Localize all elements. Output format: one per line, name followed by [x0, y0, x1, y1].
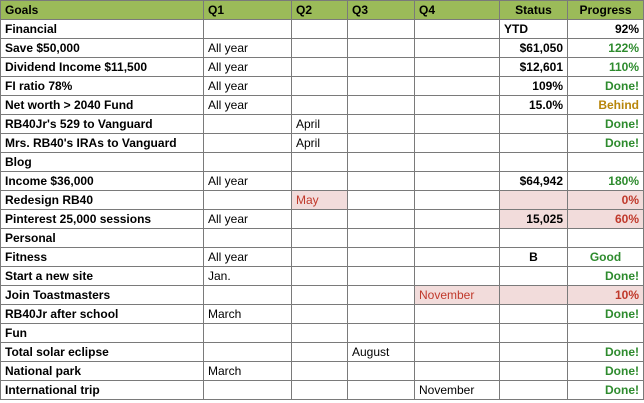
goal-cell: Pinterest 25,000 sessions [1, 210, 204, 229]
table-row [1, 324, 644, 343]
status-cell [500, 362, 568, 381]
progress-cell: Done! [568, 134, 644, 153]
q2-cell [292, 77, 348, 96]
progress-cell: 92% [568, 20, 644, 39]
progress-cell [568, 229, 644, 248]
q4-cell [415, 362, 500, 381]
goal-cell: RB40Jr after school [1, 305, 204, 324]
status-cell [500, 343, 568, 362]
q2-cell [292, 267, 348, 286]
q4-cell [415, 58, 500, 77]
q4-cell [415, 134, 500, 153]
q3-cell [348, 267, 415, 286]
q2-cell: April [292, 115, 348, 134]
q4-cell [415, 77, 500, 96]
q2-cell [292, 362, 348, 381]
table-row [1, 248, 644, 267]
table-row [1, 20, 644, 39]
goal-cell: Join Toastmasters [1, 286, 204, 305]
table-row [1, 210, 644, 229]
q2-cell [292, 58, 348, 77]
goal-cell: International trip [1, 381, 204, 400]
header-q4: Q4 [415, 1, 500, 20]
q3-cell [348, 77, 415, 96]
q3-cell [348, 58, 415, 77]
q4-cell [415, 39, 500, 58]
q1-cell: All year [204, 77, 292, 96]
q1-cell: All year [204, 96, 292, 115]
status-cell [500, 267, 568, 286]
q1-cell: All year [204, 172, 292, 191]
header-q3: Q3 [348, 1, 415, 20]
q1-cell: All year [204, 39, 292, 58]
table-row [1, 362, 644, 381]
progress-cell: Done! [568, 77, 644, 96]
goal-cell: Blog [1, 153, 204, 172]
q1-cell [204, 229, 292, 248]
q2-cell: May [292, 191, 348, 210]
header-goals: Goals [1, 1, 204, 20]
q4-cell [415, 210, 500, 229]
q4-cell [415, 153, 500, 172]
header-status: Status [500, 1, 568, 20]
table-row [1, 191, 644, 210]
q3-cell [348, 381, 415, 400]
q1-cell [204, 191, 292, 210]
q2-cell [292, 324, 348, 343]
q4-cell [415, 20, 500, 39]
q2-cell [292, 153, 348, 172]
progress-cell: Done! [568, 305, 644, 324]
q4-cell [415, 305, 500, 324]
q3-cell: August [348, 343, 415, 362]
table-row [1, 96, 644, 115]
table-row [1, 153, 644, 172]
progress-cell: Done! [568, 362, 644, 381]
goal-cell: Redesign RB40 [1, 191, 204, 210]
q2-cell [292, 248, 348, 267]
q1-cell [204, 324, 292, 343]
status-cell: 109% [500, 77, 568, 96]
q3-cell [348, 248, 415, 267]
q2-cell [292, 172, 348, 191]
progress-cell [568, 153, 644, 172]
q1-cell [204, 286, 292, 305]
q4-cell [415, 324, 500, 343]
progress-cell: 0% [568, 191, 644, 210]
progress-cell: Done! [568, 343, 644, 362]
q4-cell [415, 191, 500, 210]
status-cell: $12,601 [500, 58, 568, 77]
q2-cell [292, 20, 348, 39]
goal-cell: FI ratio 78% [1, 77, 204, 96]
q1-cell: All year [204, 210, 292, 229]
status-cell [500, 153, 568, 172]
q3-cell [348, 39, 415, 58]
status-cell: $61,050 [500, 39, 568, 58]
q3-cell [348, 324, 415, 343]
goal-cell: Net worth > 2040 Fund [1, 96, 204, 115]
q4-cell [415, 172, 500, 191]
goal-cell: Income $36,000 [1, 172, 204, 191]
goal-cell: Fitness [1, 248, 204, 267]
status-cell: 15.0% [500, 96, 568, 115]
goal-cell: Dividend Income $11,500 [1, 58, 204, 77]
table-row [1, 134, 644, 153]
q3-cell [348, 362, 415, 381]
goal-cell: Save $50,000 [1, 39, 204, 58]
status-cell: YTD [500, 20, 568, 39]
goal-cell: Start a new site [1, 267, 204, 286]
q3-cell [348, 286, 415, 305]
q1-cell [204, 134, 292, 153]
q3-cell [348, 191, 415, 210]
q4-cell: November [415, 286, 500, 305]
status-cell [500, 115, 568, 134]
q1-cell: All year [204, 248, 292, 267]
q3-cell [348, 153, 415, 172]
goal-cell: Financial [1, 20, 204, 39]
q1-cell [204, 115, 292, 134]
status-cell [500, 134, 568, 153]
progress-cell: 110% [568, 58, 644, 77]
status-cell: B [500, 248, 568, 267]
q2-cell: April [292, 134, 348, 153]
q3-cell [348, 172, 415, 191]
header-q2: Q2 [292, 1, 348, 20]
q3-cell [348, 96, 415, 115]
table-row [1, 172, 644, 191]
header-q1: Q1 [204, 1, 292, 20]
q4-cell [415, 115, 500, 134]
status-cell [500, 286, 568, 305]
goal-cell: Fun [1, 324, 204, 343]
status-cell: $64,942 [500, 172, 568, 191]
q2-cell [292, 381, 348, 400]
q1-cell: Jan. [204, 267, 292, 286]
q4-cell [415, 267, 500, 286]
table-row [1, 305, 644, 324]
goal-cell: Personal [1, 229, 204, 248]
q2-cell [292, 286, 348, 305]
q3-cell [348, 115, 415, 134]
progress-cell: 122% [568, 39, 644, 58]
status-cell [500, 381, 568, 400]
q4-cell [415, 229, 500, 248]
q1-cell [204, 153, 292, 172]
progress-cell: Good [568, 248, 644, 267]
goal-cell: National park [1, 362, 204, 381]
progress-cell [568, 324, 644, 343]
q1-cell [204, 343, 292, 362]
q4-cell: November [415, 381, 500, 400]
q1-cell: March [204, 305, 292, 324]
status-cell [500, 191, 568, 210]
progress-cell: Behind [568, 96, 644, 115]
table-row [1, 115, 644, 134]
header-progress: Progress [568, 1, 644, 20]
progress-cell: Done! [568, 267, 644, 286]
q2-cell [292, 39, 348, 58]
goal-cell: RB40Jr's 529 to Vanguard [1, 115, 204, 134]
status-cell [500, 305, 568, 324]
status-cell: 15,025 [500, 210, 568, 229]
header-row [1, 1, 644, 20]
q2-cell [292, 343, 348, 362]
progress-cell: 180% [568, 172, 644, 191]
q1-cell [204, 381, 292, 400]
progress-cell: 60% [568, 210, 644, 229]
q4-cell [415, 343, 500, 362]
table-row [1, 58, 644, 77]
table-row [1, 286, 644, 305]
q1-cell: March [204, 362, 292, 381]
progress-cell: Done! [568, 115, 644, 134]
q2-cell [292, 210, 348, 229]
table-row [1, 77, 644, 96]
table-row [1, 343, 644, 362]
q2-cell [292, 229, 348, 248]
q1-cell [204, 20, 292, 39]
goal-cell: Total solar eclipse [1, 343, 204, 362]
status-cell [500, 324, 568, 343]
table-row [1, 39, 644, 58]
q3-cell [348, 210, 415, 229]
q3-cell [348, 134, 415, 153]
q4-cell [415, 96, 500, 115]
q4-cell [415, 248, 500, 267]
q3-cell [348, 305, 415, 324]
table-row [1, 229, 644, 248]
goal-cell: Mrs. RB40's IRAs to Vanguard [1, 134, 204, 153]
table-row [1, 267, 644, 286]
q2-cell [292, 96, 348, 115]
table-row [1, 381, 644, 400]
status-cell [500, 229, 568, 248]
progress-cell: 10% [568, 286, 644, 305]
q2-cell [292, 305, 348, 324]
q1-cell: All year [204, 58, 292, 77]
q3-cell [348, 229, 415, 248]
q3-cell [348, 20, 415, 39]
progress-cell: Done! [568, 381, 644, 400]
